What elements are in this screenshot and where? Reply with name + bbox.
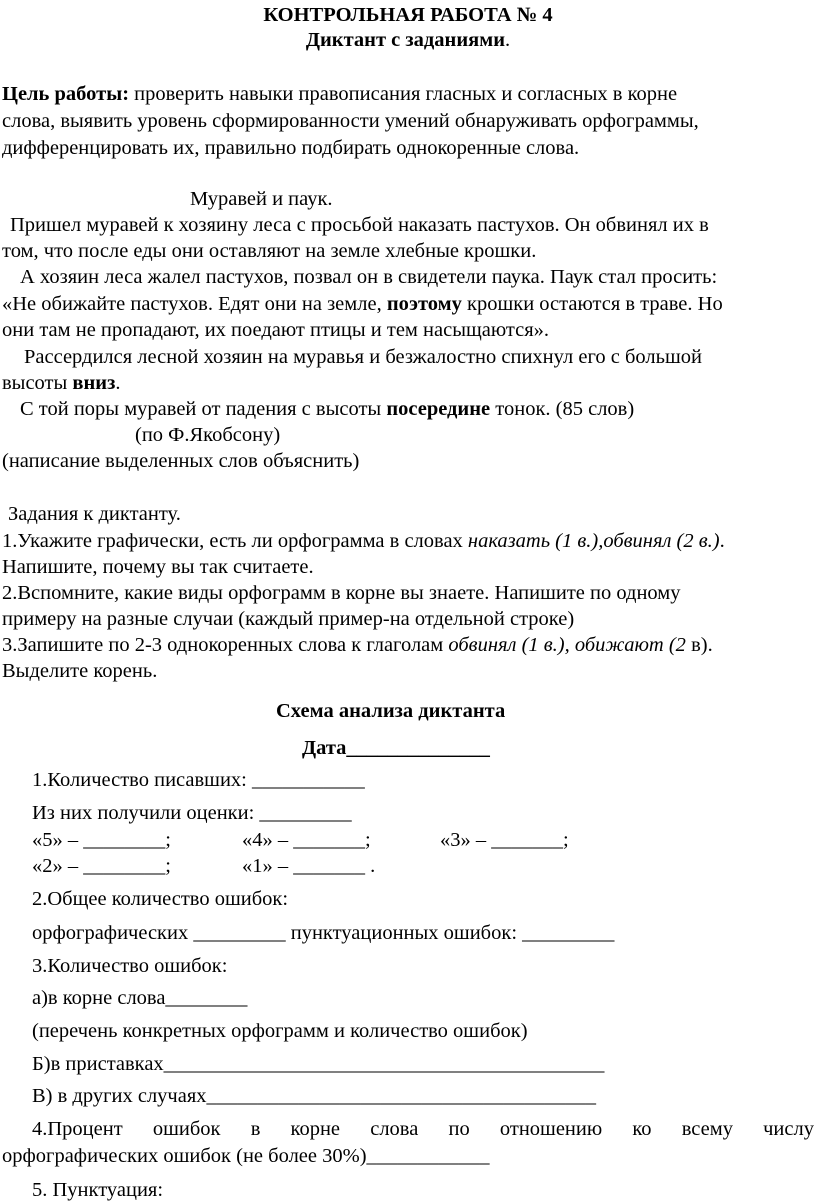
dictation-p3-line-1: Рассердился лесной хозяин на муравья и безжалостно спихнул его с большой — [24, 346, 702, 368]
grade-5: «5» – ________; — [32, 829, 171, 851]
dictation-title: Муравей и паук. — [190, 188, 333, 210]
grade-3: «3» – _______; — [440, 829, 569, 851]
document-title: КОНТРОЛЬНАЯ РАБОТА № 4 — [263, 4, 553, 26]
scheme-errors-total: 2.Общее количество ошибок: — [32, 888, 289, 910]
tasks-title: Задания к диктанту. — [8, 503, 181, 525]
task-2-line-2: примеру на разные случаи (каждый пример-на отдельной строке) — [2, 608, 575, 630]
scheme-date: Дата______________ — [302, 737, 490, 759]
scheme-error-list: (перечень конкретных орфограмм и количество ошибок) — [32, 1020, 528, 1042]
scheme-title: Схема анализа диктанта — [276, 700, 506, 722]
goal-line-1: Цель работы: проверить навыки правописания гласных и согласных в корне — [2, 83, 678, 105]
highlighted-word: поэтому — [386, 293, 462, 315]
task-3-line-1: 3.Запишите по 2-3 однокоренных слова к глаголам обвинял (1 в.), обижают (2 в). — [2, 634, 713, 656]
scheme-error-other: В) в других случаях______________________________________ — [32, 1085, 597, 1107]
grade-1: «1» – _______ . — [242, 855, 376, 877]
goal-label: Цель работы: — [2, 83, 130, 105]
dictation-p4: С той поры муравей от падения с высоты посередине тонок. (85 слов) — [20, 398, 635, 420]
scheme-error-root: а)в корне слова________ — [32, 987, 248, 1009]
dictation-p3-line-2: высоты вниз. — [2, 372, 121, 394]
scheme-count: 1.Количество писавших: ___________ — [32, 769, 365, 791]
dictation-p1-line-1: Пришел муравей к хозяину леса с просьбой наказать пастухов. Он обвинял их в — [10, 214, 709, 236]
highlighted-word: вниз — [72, 372, 116, 394]
grade-4: «4» – _______; — [242, 829, 371, 851]
scheme-errors-count: 3.Количество ошибок: — [32, 955, 228, 977]
dictation-p1-line-2: том, что после еды они оставляют на земле хлебные крошки. — [2, 240, 537, 262]
task-2-line-1: 2.Вспомните, какие виды орфограмм в корне вы знаете. Напишите по одному — [2, 582, 681, 604]
dictation-p2-line-2: «Не обижайте пастухов. Едят они на земле, поэтому крошки остаются в траве. Но — [2, 293, 723, 315]
scheme-percent-line-2: орфографических ошибок (не более 30%)____________ — [2, 1145, 490, 1167]
highlighted-word: посередине — [386, 398, 491, 420]
scheme-error-prefix: Б)в приставках___________________________________________ — [32, 1053, 605, 1075]
scheme-percent-line-1: 4.Процент ошибок в корне слова по отношению ко всему числу — [32, 1118, 814, 1140]
scheme-punctuation: 5. Пунктуация: — [32, 1179, 164, 1201]
dictation-p2-line-3: они там не пропадают, их поедают птицы и тем насыщаются». — [2, 319, 550, 341]
task-3-line-2: Выделите корень. — [2, 660, 158, 682]
goal-line-2: слова, выявить уровень сформированности умений обнаруживать орфограммы, — [2, 110, 699, 132]
document-subtitle: Диктант с заданиями. — [305, 29, 511, 51]
dictation-note: (написание выделенных слов объяснить) — [2, 450, 360, 472]
dictation-p2-line-1: А хозяин леса жалел пастухов, позвал он в свидетели паука. Паук стал просить: — [20, 266, 718, 288]
task-1-line-1: 1.Укажите графически, есть ли орфограмма в словах наказать (1 в.),обвинял (2 в.). — [2, 530, 725, 552]
dictation-author: (по Ф.Якобсону) — [135, 424, 281, 446]
scheme-grades-label: Из них получили оценки: _________ — [32, 802, 352, 824]
grade-2: «2» – ________; — [32, 855, 171, 877]
goal-line-3: дифференцировать их, правильно подбирать однокоренные слова. — [2, 137, 580, 159]
task-1-line-2: Напишите, почему вы так считаете. — [2, 556, 314, 578]
scheme-errors-types: орфографических _________ пунктуационных ошибок: _________ — [32, 922, 615, 944]
